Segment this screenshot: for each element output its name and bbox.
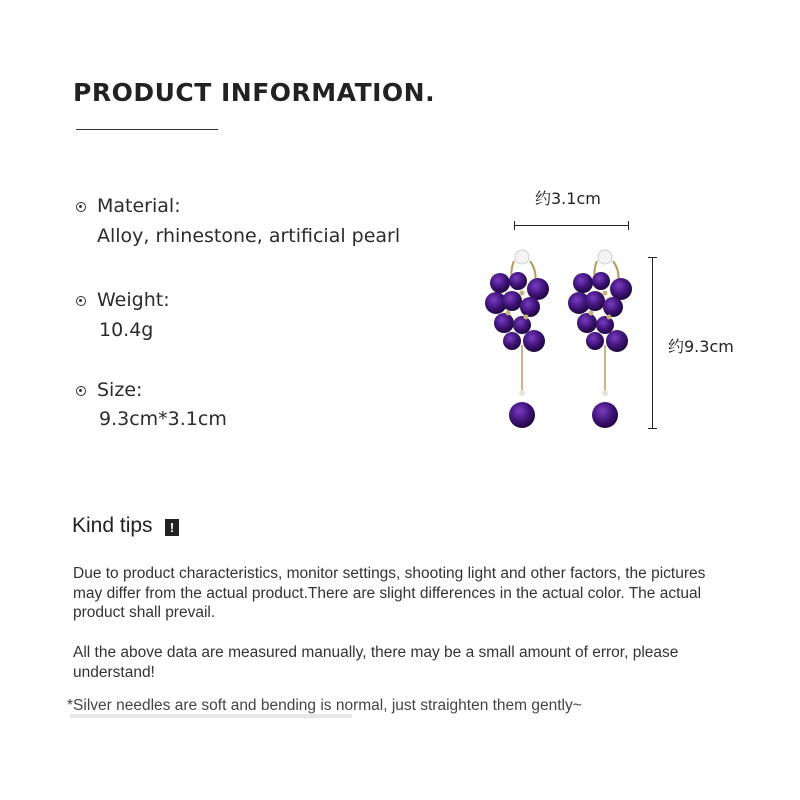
kind-tips-heading: Kind tips — [72, 514, 153, 537]
earrings-product-image — [478, 245, 648, 435]
page-title: PRODUCT INFORMATION. — [73, 78, 436, 107]
spec-value: 10.4g — [99, 319, 154, 341]
title-underline — [76, 129, 218, 130]
spec-label: Weight: — [97, 289, 170, 311]
left-earring — [485, 250, 549, 428]
bullet-icon — [76, 296, 86, 306]
bullet-icon — [76, 202, 86, 212]
spec-label: Material: — [97, 195, 181, 217]
height-dimension-tick — [648, 257, 657, 258]
spec-value: 9.3cm*3.1cm — [99, 408, 227, 430]
spec-value: Alloy, rhinestone, artificial pearl — [97, 225, 401, 247]
height-dimension-label: 约9.3cm — [668, 337, 734, 356]
width-dimension-line — [514, 225, 629, 226]
height-dimension-line — [652, 257, 653, 429]
spec-label: Size: — [97, 379, 143, 401]
height-dimension-tick — [648, 428, 657, 429]
tips-paragraph-color: Due to product characteristics, monitor settings, shooting light and other factors, the pictures may differ from the actual product.There are slight differences in the actual color. The actual product shall prevail. — [73, 565, 706, 621]
right-earring — [568, 250, 632, 428]
width-dimension-tick — [628, 221, 629, 230]
footnote-text: *Silver needles are soft and bending is normal, just straighten them gently~ — [67, 697, 582, 714]
tips-paragraph-measure: All the above data are measured manually, there may be a small amount of error, please understand! — [73, 644, 679, 681]
width-dimension-tick — [514, 221, 515, 230]
exclamation-icon: ! — [165, 519, 179, 536]
width-dimension-label: 约3.1cm — [535, 189, 601, 208]
bullet-icon — [76, 386, 86, 396]
